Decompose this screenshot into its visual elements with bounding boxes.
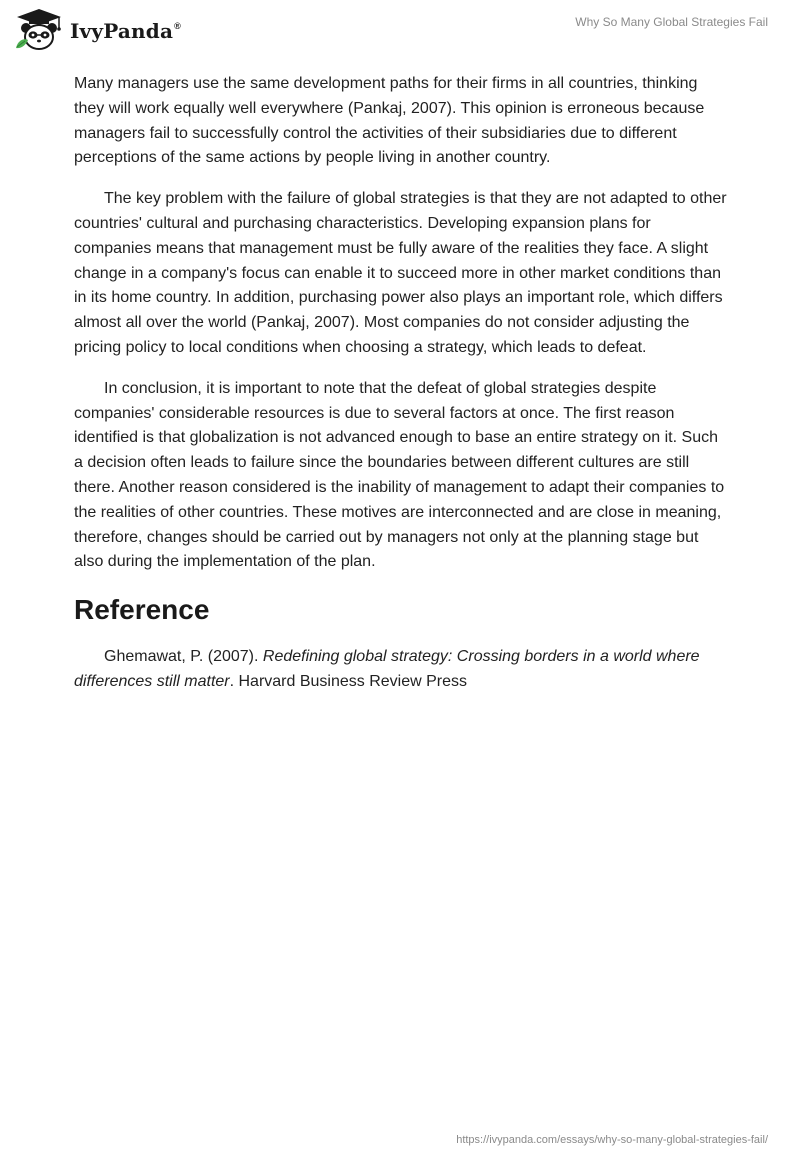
reference-publisher: . Harvard Business Review Press	[229, 672, 468, 690]
paragraph-1: Many managers use the same development paths for their firms in all countries, thinking they will work equally well everywhere (Pankaj, 2007). This opinion is erroneous because managers fail to successfully control the activities of their subsidiaries due to different perceptions of the same actions by people living in another country.	[74, 75, 705, 167]
paragraph-2: The key problem with the failure of global strategies is that they are not adapted to other countries' cultural and purchasing characteristics. Developing expansion plans for companies means that management must be fully aware of the realities they face. A slight change in a company's focus can enable it to succeed more in other market conditions than in its home country. In addition, purchasing power also plays an important role, which differs almost all over the world (Pankaj, 2007). Most companies do not consider adjusting the pricing policy to local conditions when choosing a strategy, which leads to defeat.	[74, 190, 727, 356]
registered-mark: ®	[174, 21, 181, 31]
reference-entry	[74, 645, 728, 695]
logo-wordmark: IvyPanda®	[70, 19, 181, 43]
ivypanda-logo[interactable]	[14, 8, 181, 52]
document-title: Why So Many Global Strategies Fail	[575, 15, 768, 29]
reference-author-year: Ghemawat, P. (2007).	[104, 648, 263, 666]
essay-body	[74, 72, 728, 695]
reference-title: Redefining global strategy: Crossing borders in a world where differences still matter	[74, 648, 700, 690]
panda-graduate-logo-icon	[14, 8, 64, 52]
paragraph-3: In conclusion, it is important to note that the defeat of global strategies despite companies' considerable resources is due to several factors at once. The first reason identified is that globalization is not advanced enough to base an entire strategy on it. Such a decision often leads to failure since the boundaries between different cultures are still there. Another reason considered is the inability of management to adapt their companies to the realities of other countries. These motives are interconnected and are close in meaning, therefore, changes should be carried out by managers not only at the planning stage but also during the implementation of the plan.	[74, 379, 725, 571]
page-header	[0, 0, 800, 60]
reference-heading: Reference	[74, 594, 210, 626]
footer-source-url[interactable]: https://ivypanda.com/essays/why-so-many-global-strategies-fail/	[456, 1134, 768, 1146]
